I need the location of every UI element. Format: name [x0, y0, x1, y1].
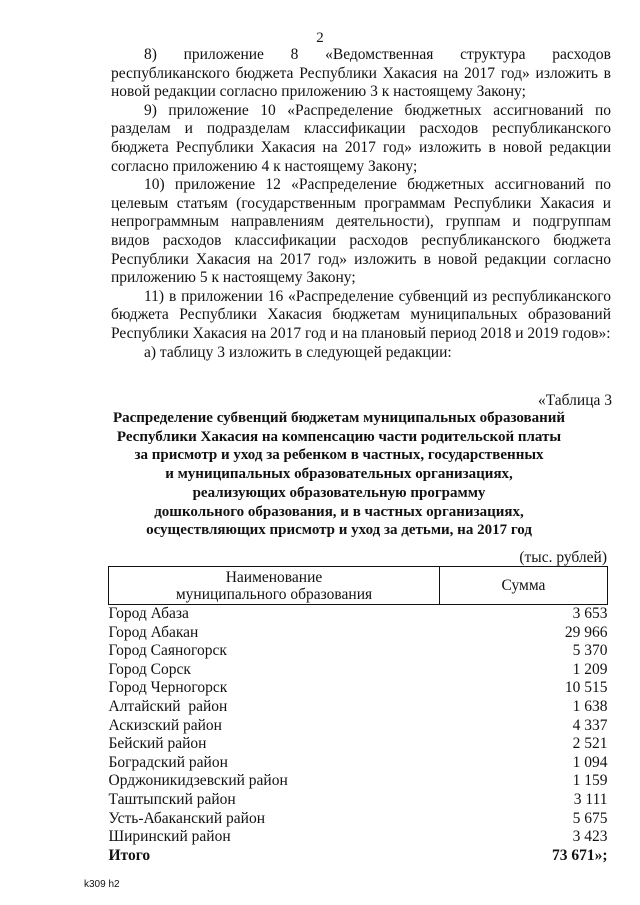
- heading-line: за присмотр и уход за ребенком в частных, государственных: [134, 447, 544, 464]
- table-row: [109, 754, 608, 773]
- header-name-line: муниципального образования: [175, 585, 373, 603]
- paragraph-item-10: 10) приложение 12 «Распределение бюджетных ассигнований по целевым статьям (государственным программам Республики Хакасия и непрограммным направлениям деятельности), группам и подгруппам видов расходов классификации расходов республиканского бюджета Республики Хакасия на 2017 год» изложить в новой редакции согласно приложению 5 к настоящему Закону;: [111, 176, 611, 287]
- municipality-name: Бейский район: [108, 735, 207, 753]
- amount-value: 1 159: [572, 772, 608, 790]
- amount-value: 5 370: [572, 642, 608, 660]
- municipality-name: Боградский район: [108, 753, 228, 771]
- table-row: [109, 605, 608, 624]
- table-row: [109, 810, 608, 829]
- heading-line: дошкольного образования, и в частных организациях,: [154, 503, 524, 520]
- amount-value: 2 521: [572, 735, 608, 753]
- table-row: [109, 717, 608, 736]
- municipality-name: Город Черногорск: [108, 679, 228, 697]
- table-row: [109, 624, 608, 643]
- amount-value: 5 675: [572, 809, 608, 827]
- table-total-row: [109, 847, 608, 866]
- heading-line: и муниципальных образовательных организациях,: [165, 466, 513, 483]
- amount-value: 10 515: [564, 679, 608, 697]
- table-row: [109, 772, 608, 791]
- municipality-name: Таштыпский район: [108, 790, 236, 808]
- amount-value: 4 337: [572, 716, 608, 734]
- municipality-name: Город Абаза: [108, 605, 189, 622]
- table-row: [109, 698, 608, 717]
- heading-line: Республики Хакасия на компенсацию части родительской платы: [116, 428, 562, 445]
- municipality-name: Аскизский район: [108, 716, 222, 734]
- heading-line: Распределение субвенций бюджетам муниципальных образований: [112, 410, 566, 426]
- table-heading: [100, 409, 578, 540]
- amount-value: 1 094: [572, 753, 608, 771]
- paragraph-item-11: 11) в приложении 16 «Распределение субвенций из республиканского бюджета Республики Хакасия бюджетам муниципальных образований Республики Хакасия на 2017 год и на плановый период 2018 и 2019 годов»:: [111, 287, 611, 342]
- table-row: [109, 679, 608, 698]
- municipality-name: Город Саяногорск: [108, 642, 227, 660]
- units-label: (тыс. рублей): [519, 549, 607, 566]
- paragraph-subitem-a: а) таблицу 3 изложить в следующей редакции:: [144, 343, 452, 361]
- header-name-line: Наименование: [225, 568, 323, 586]
- amount-value: 1 209: [572, 660, 608, 678]
- amount-value: 3 423: [572, 828, 608, 846]
- body-text: [111, 46, 611, 362]
- header-name-cell: [109, 567, 440, 605]
- table-row: [109, 642, 608, 661]
- municipality-name: Город Абакан: [108, 623, 199, 641]
- municipality-name: Город Сорск: [108, 660, 191, 678]
- total-value: 73 671»;: [551, 846, 608, 864]
- municipality-name: Ширинский район: [108, 828, 231, 846]
- table-row: [109, 828, 608, 847]
- paragraph-item-9: 9) приложение 10 «Распределение бюджетных ассигнований по разделам и подразделам классификации расходов республиканского бюджета Республики Хакасия на 2017 год» изложить в новой редакции согласно приложению 4 к настоящему Закону;: [111, 101, 611, 175]
- heading-line: осуществляющих присмотр и уход за детьми, на 2017 год: [146, 522, 532, 539]
- table-header-row: [109, 567, 608, 605]
- footer-code: k309 h2: [84, 879, 120, 890]
- table-row: [109, 791, 608, 810]
- amount-value: 3 653: [572, 605, 608, 622]
- heading-line: реализующих образовательную программу: [192, 484, 486, 501]
- municipality-name: Усть-Абаканский район: [108, 809, 265, 827]
- amount-value: 1 638: [572, 697, 608, 715]
- header-sum-cell: Сумма: [440, 567, 608, 605]
- amount-value: 29 966: [564, 623, 608, 641]
- subventions-table: [108, 566, 608, 865]
- page-number: 2: [316, 30, 324, 46]
- table-row: [109, 735, 608, 754]
- table-row: [109, 661, 608, 680]
- total-label: Итого: [108, 846, 151, 864]
- municipality-name: Алтайский район: [108, 697, 228, 715]
- paragraph-item-8: 8) приложение 8 «Ведомственная структура расходов республиканского бюджета Республики Хакасия на 2017 год» изложить в новой редакции согласно приложению 3 к настоящему Закону;: [111, 46, 611, 101]
- municipality-name: Орджоникидзевский район: [108, 772, 288, 790]
- amount-value: 3 111: [573, 790, 608, 808]
- table-label: «Таблица 3: [537, 392, 612, 409]
